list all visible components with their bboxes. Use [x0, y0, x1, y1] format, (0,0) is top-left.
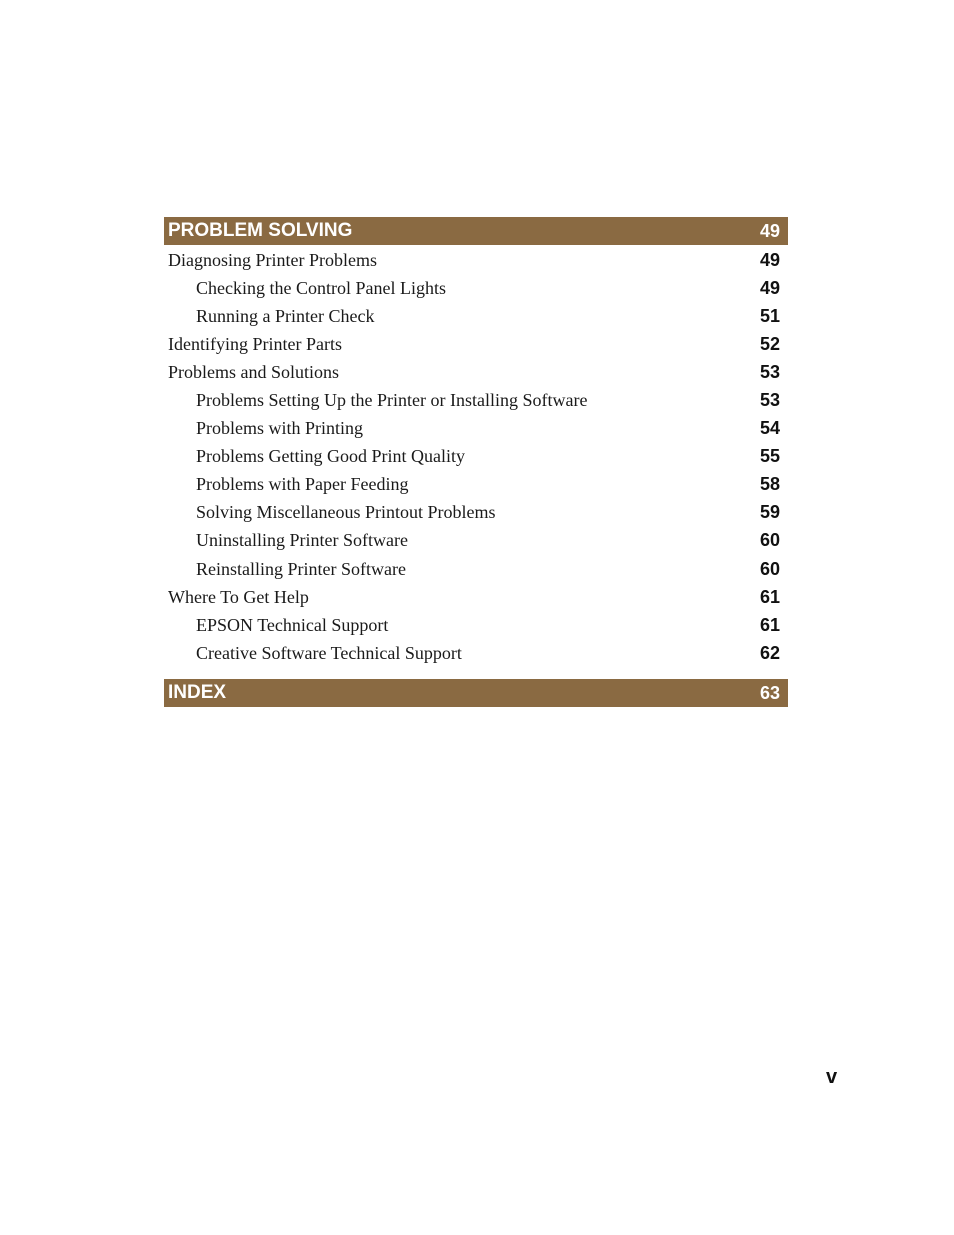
toc-entry[interactable] [164, 330, 788, 358]
toc-entry[interactable] [164, 358, 788, 386]
entry-page-number: 53 [759, 390, 780, 411]
entry-title: Problems with Printing [196, 418, 364, 439]
entry-page-number: 52 [759, 333, 780, 354]
entry-title: Problems Setting Up the Printer or Installing Software [196, 390, 588, 411]
toc-entry[interactable] [164, 555, 788, 583]
toc-entry[interactable] [164, 386, 788, 414]
entry-page-number: 61 [759, 614, 780, 635]
toc-entry[interactable] [164, 443, 788, 471]
entry-title: Problems Getting Good Print Quality [196, 446, 465, 467]
entry-page-number: 49 [759, 249, 780, 270]
entry-page-number: 49 [759, 277, 780, 298]
section-header-problem-solving[interactable] [164, 217, 788, 245]
section-header-index[interactable] [164, 679, 788, 707]
toc-entry[interactable] [164, 274, 788, 302]
toc-entry[interactable] [164, 499, 788, 527]
toc-entry[interactable] [164, 302, 788, 330]
section-entries [164, 246, 788, 667]
entry-title: Checking the Control Panel Lights [196, 277, 446, 298]
toc-entry[interactable] [164, 639, 788, 667]
entry-title: Diagnosing Printer Problems [168, 249, 377, 270]
page-folio: v [826, 1066, 838, 1088]
entry-page-number: 58 [759, 474, 780, 495]
entry-title: Reinstalling Printer Software [196, 558, 406, 579]
entry-title: Where To Get Help [168, 586, 309, 607]
entry-title: Creative Software Technical Support [196, 642, 462, 663]
section-title: PROBLEM SOLVING [168, 220, 353, 241]
entry-page-number: 62 [759, 642, 780, 663]
toc-entry[interactable] [164, 583, 788, 611]
section-page-number: 49 [759, 220, 780, 241]
entry-title: Running a Printer Check [196, 305, 375, 326]
entry-title: Identifying Printer Parts [168, 333, 342, 354]
section-page-number: 63 [759, 682, 780, 703]
toc-entry[interactable] [164, 471, 788, 499]
toc-entry[interactable] [164, 527, 788, 555]
toc-entry[interactable] [164, 415, 788, 443]
entry-title: Solving Miscellaneous Printout Problems [196, 502, 496, 523]
entry-title: Problems with Paper Feeding [196, 474, 409, 495]
entry-title: Uninstalling Printer Software [196, 530, 408, 551]
entry-page-number: 54 [759, 418, 780, 439]
entry-page-number: 53 [759, 361, 780, 382]
entry-page-number: 51 [759, 305, 780, 326]
entry-page-number: 55 [759, 446, 780, 467]
entry-title: EPSON Technical Support [196, 614, 389, 635]
toc-entry[interactable] [164, 611, 788, 639]
section-title: INDEX [168, 682, 227, 704]
entry-title: Problems and Solutions [168, 361, 340, 382]
entry-page-number: 60 [759, 558, 780, 579]
entry-page-number: 61 [759, 586, 780, 607]
section-gap [164, 667, 788, 679]
table-of-contents [164, 217, 788, 707]
entry-page-number: 60 [759, 530, 780, 551]
toc-entry[interactable] [164, 246, 788, 274]
entry-page-number: 59 [759, 502, 780, 523]
